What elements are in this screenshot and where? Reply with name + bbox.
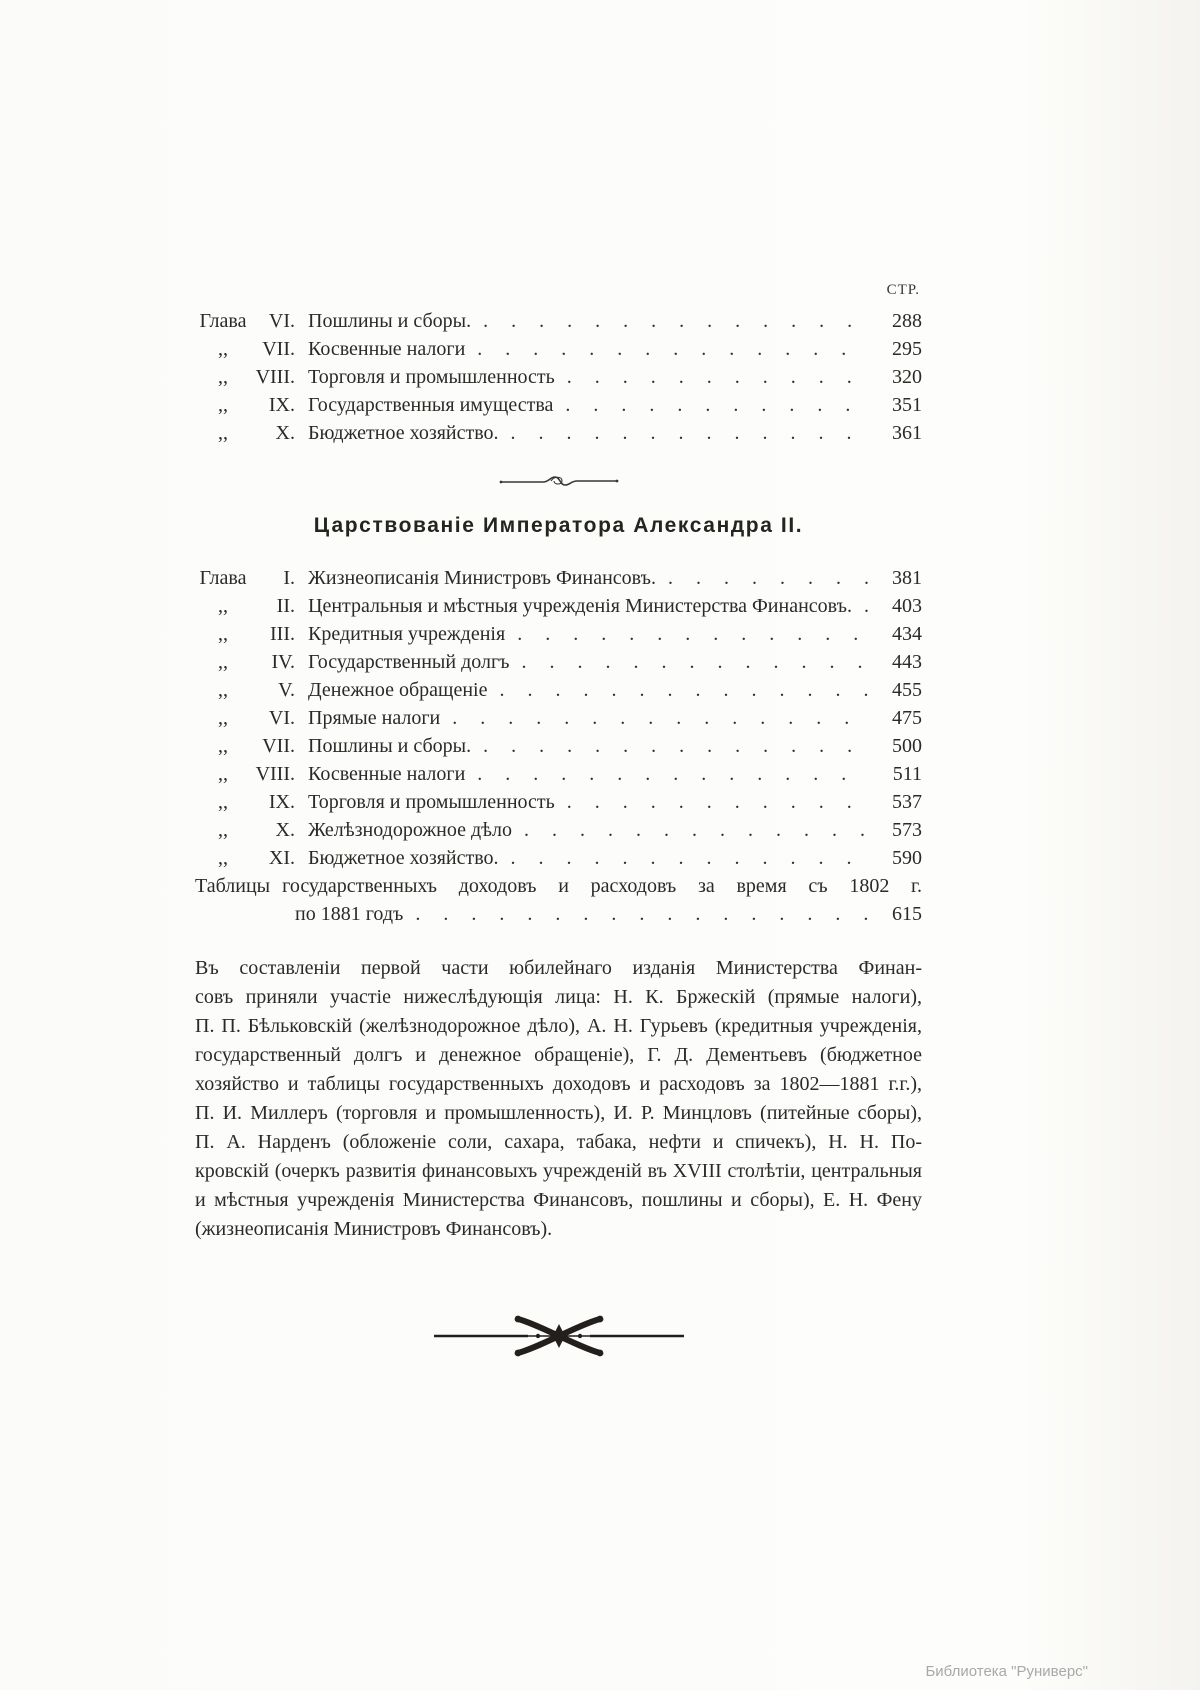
chapter-title: Пошлины и сборы. — [308, 735, 472, 757]
chapter-word: ,, — [218, 595, 228, 617]
chapter-title: Государственный долгъ — [308, 651, 510, 673]
tables-text-continued: по 1881 годъ — [295, 903, 404, 925]
paragraph-line: и мѣстныя учрежденія Министерства Финансовъ, пошлины и сборы), Е. Н. Фену — [195, 1189, 922, 1211]
chapter-word: ,, — [218, 819, 228, 841]
chapter-page-number: 403 — [892, 595, 922, 617]
chapter-numeral: IX. — [268, 791, 295, 813]
chapter-page-number: 351 — [892, 394, 922, 416]
tables-text: государственныхъ доходовъ и расходовъ за время съ 1802 г. — [282, 875, 922, 897]
chapter-page-number: 511 — [892, 763, 922, 785]
toc-row — [195, 704, 922, 732]
chapter-page-number: 288 — [892, 310, 922, 332]
chapter-page-number: 537 — [892, 791, 922, 813]
chapter-page-number: 381 — [892, 567, 922, 589]
chapter-word: ,, — [218, 422, 228, 444]
dot-leader — [477, 760, 868, 788]
toc-row — [195, 816, 922, 844]
chapter-title: Центральныя и мѣстныя учрежденія Министерства Финансовъ. — [308, 595, 852, 617]
dot-leader — [668, 564, 868, 592]
dot-leader — [567, 788, 868, 816]
chapter-word: ,, — [218, 394, 228, 416]
chapter-numeral: II. — [276, 595, 295, 617]
chapter-title: Желѣзнодорожное дѣло — [308, 819, 512, 841]
dot-leader — [567, 363, 868, 391]
toc-part2 — [195, 564, 922, 872]
toc-part1 — [195, 307, 922, 447]
chapter-page-number: 434 — [892, 623, 922, 645]
chapter-title: Денежное обращеніе — [308, 679, 488, 701]
dot-leader — [511, 419, 868, 447]
chapter-page-number: 475 — [892, 707, 922, 729]
chapter-numeral: IV. — [271, 651, 295, 673]
chapter-word: ,, — [218, 763, 228, 785]
chapter-numeral: VI. — [268, 707, 295, 729]
chapter-page-number: 295 — [892, 338, 922, 360]
chapter-numeral: VII. — [262, 338, 295, 360]
chapter-word: ,, — [218, 366, 228, 388]
toc-row — [195, 335, 922, 363]
paragraph-line: П. П. Бѣльковскій (желѣзнодорожное дѣло), А. Н. Гурьевъ (кредитныя учрежденія, — [195, 1015, 922, 1037]
paragraph-line: государственный долгъ и денежное обращеніе), Г. Д. Дементьевъ (бюджетное — [195, 1044, 922, 1066]
toc-row — [195, 676, 922, 704]
chapter-title: Косвенные налоги — [308, 763, 466, 785]
chapter-page-number: 500 — [892, 735, 922, 757]
dot-leader — [415, 900, 868, 928]
chapter-word: Глава — [199, 567, 247, 589]
chapter-numeral: XI. — [268, 847, 295, 869]
chapter-page-number: 443 — [892, 651, 922, 673]
paragraph-line: (жизнеописанія Министровъ Финансовъ). — [195, 1218, 553, 1240]
dot-leader — [522, 648, 868, 676]
chapter-word: ,, — [218, 679, 228, 701]
chapter-numeral: VI. — [268, 310, 295, 332]
dot-leader — [517, 620, 868, 648]
chapter-word: ,, — [218, 735, 228, 757]
crossed-swords-icon — [434, 1310, 684, 1362]
chapter-numeral: V. — [278, 679, 295, 701]
paragraph-line: П. А. Нарденъ (обложеніе соли, сахара, табака, нефти и спичекъ), Н. Н. По- — [195, 1131, 922, 1153]
chapter-numeral: X. — [275, 422, 295, 444]
chapter-title: Жизнеописанія Министровъ Финансовъ. — [308, 567, 656, 589]
chapter-numeral: X. — [275, 819, 295, 841]
divider-flourish-icon — [499, 473, 619, 489]
dot-leader — [499, 676, 868, 704]
tables-label: Таблицы — [195, 875, 271, 897]
page-column-header: СТР. — [886, 282, 920, 298]
paragraph-line: хозяйство и таблицы государственныхъ доходовъ и расходовъ за 1802—1881 г.г.), — [195, 1073, 922, 1095]
toc-row — [195, 620, 922, 648]
chapter-page-number: 361 — [892, 422, 922, 444]
toc-row — [195, 391, 922, 419]
bottom-ornament — [195, 1310, 922, 1367]
toc-row — [195, 307, 922, 335]
toc-row — [195, 732, 922, 760]
dot-leader — [477, 335, 868, 363]
dot-leader — [864, 592, 868, 620]
tables-entry-line1 — [195, 872, 922, 900]
chapter-numeral: VIII. — [255, 366, 295, 388]
toc-row — [195, 760, 922, 788]
chapter-title: Прямые налоги — [308, 707, 441, 729]
chapter-page-number: 590 — [892, 847, 922, 869]
toc-row — [195, 363, 922, 391]
credits-paragraph — [195, 954, 922, 1244]
chapter-page-number: 573 — [892, 819, 922, 841]
paragraph-line: Въ составленіи первой части юбилейнаго изданія Министерства Финан- — [195, 957, 922, 979]
dot-leader — [511, 844, 868, 872]
chapter-word: ,, — [218, 338, 228, 360]
chapter-page-number: 320 — [892, 366, 922, 388]
chapter-title: Пошлины и сборы. — [308, 310, 472, 332]
paragraph-line: совъ приняли участіе нижеслѣдующія лица: Н. К. Бржескій (прямые налоги), — [195, 986, 922, 1008]
chapter-numeral: I. — [283, 567, 295, 589]
chapter-word: Глава — [199, 310, 247, 332]
chapter-word: ,, — [218, 791, 228, 813]
chapter-word: ,, — [218, 651, 228, 673]
chapter-title: Кредитныя учрежденія — [308, 623, 506, 645]
toc-row — [195, 419, 922, 447]
chapter-word: ,, — [218, 707, 228, 729]
dot-leader — [524, 816, 868, 844]
content-column — [195, 282, 922, 1367]
toc-row — [195, 844, 922, 872]
dot-leader — [483, 732, 868, 760]
paragraph-line: П. И. Миллеръ (торговля и промышленность), И. Р. Минцловъ (питейные сборы), — [195, 1102, 922, 1124]
chapter-title: Торговля и промышленность — [308, 791, 555, 813]
toc-row — [195, 788, 922, 816]
chapter-word: ,, — [218, 623, 228, 645]
section-heading: Царствованіе Императора Александра II. — [313, 514, 804, 537]
paragraph-line: кровскій (очеркъ развитія финансовыхъ учрежденій въ XVIII столѣтіи, центральныя — [195, 1160, 922, 1182]
toc-row — [195, 592, 922, 620]
chapter-numeral: VII. — [262, 735, 295, 757]
chapter-title: Торговля и промышленность — [308, 366, 555, 388]
chapter-numeral: VIII. — [255, 763, 295, 785]
chapter-title: Бюджетное хозяйство. — [308, 422, 499, 444]
dot-leader — [483, 307, 868, 335]
dot-leader — [565, 391, 868, 419]
chapter-numeral: IX. — [268, 394, 295, 416]
toc-row — [195, 564, 922, 592]
chapter-title: Косвенные налоги — [308, 338, 466, 360]
chapter-word: ,, — [218, 847, 228, 869]
watermark: Библиотека "Руниверс" — [925, 1663, 1088, 1680]
tables-entry-line2 — [195, 900, 922, 928]
chapter-title: Бюджетное хозяйство. — [308, 847, 499, 869]
dot-leader — [452, 704, 868, 732]
chapter-numeral: III. — [270, 623, 295, 645]
toc-row — [195, 648, 922, 676]
chapter-title: Государственныя имущества — [308, 394, 554, 416]
chapter-page-number: 455 — [892, 679, 922, 701]
chapter-page-number: 615 — [892, 903, 922, 925]
section-divider-ornament — [195, 473, 922, 494]
